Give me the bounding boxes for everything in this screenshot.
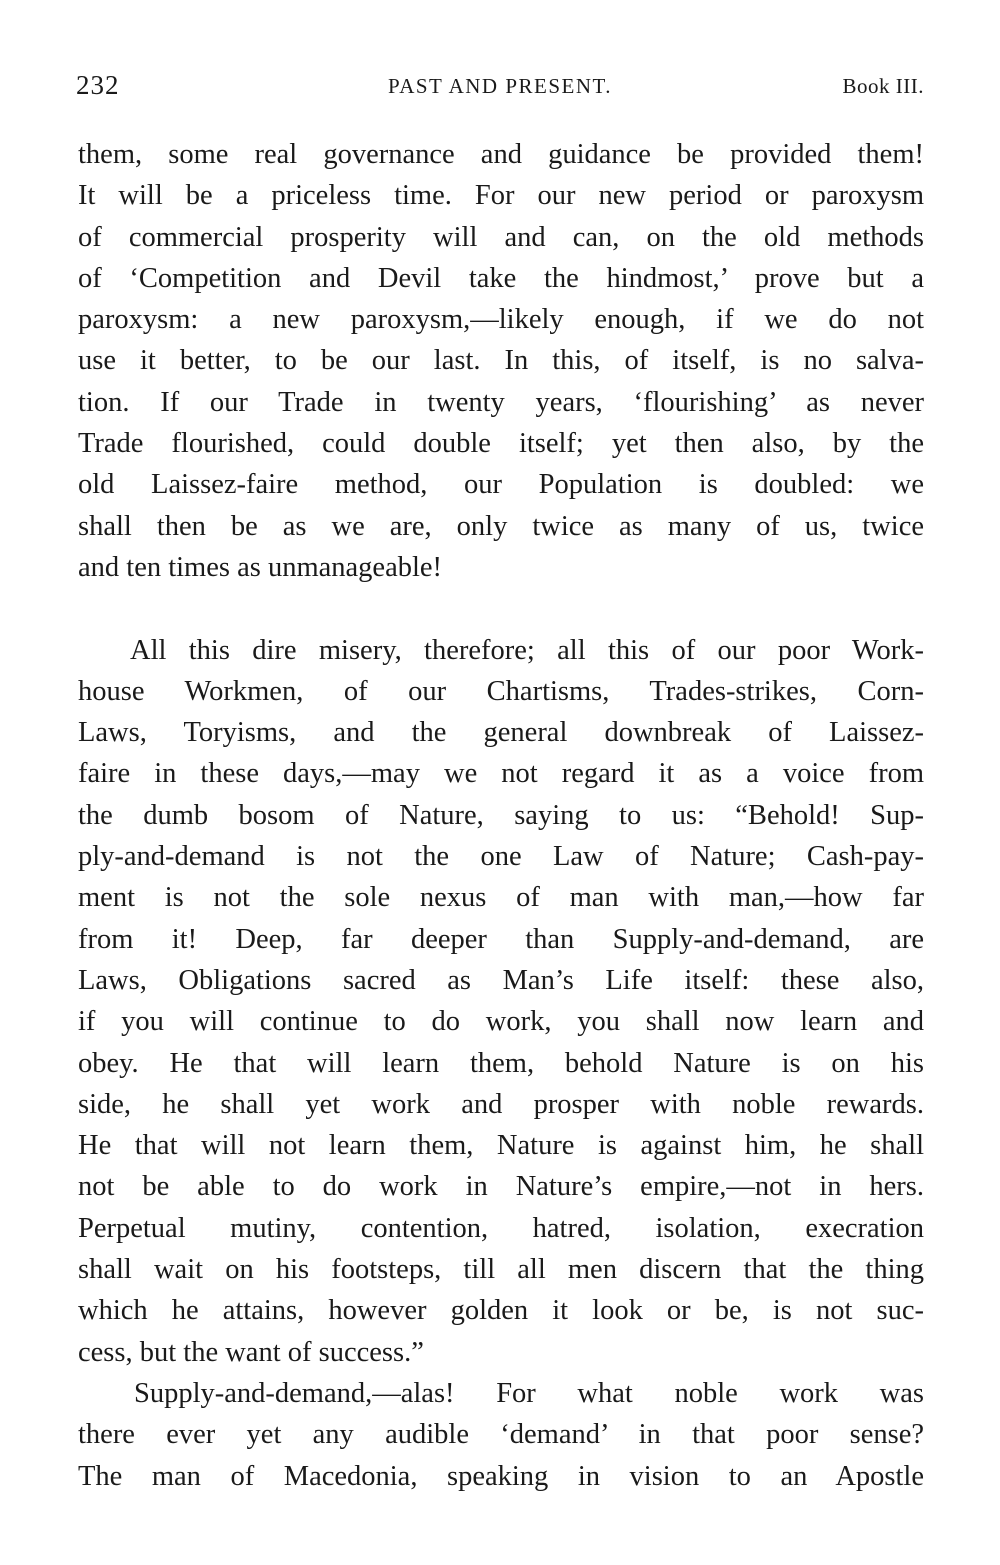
text-line: paroxysm: a new paroxysm,—likely enough, if we do not — [78, 304, 924, 336]
paragraph — [78, 1373, 924, 1497]
paragraph — [78, 134, 924, 588]
text-line: which he attains, however golden it look or be, is not suc- — [78, 1295, 924, 1327]
text-line: old Laissez-faire method, our Population is doubled: we — [78, 469, 924, 501]
text-line: ment is not the sole nexus of man with man,—how far — [78, 882, 924, 914]
text-line: of ‘Competition and Devil take the hindmost,’ prove but a — [78, 262, 924, 294]
paragraph-gap — [78, 588, 924, 629]
text-line: shall then be as we are, only twice as many of us, twice — [78, 510, 924, 542]
text-line: use it better, to be our last. In this, of itself, is no salva- — [78, 345, 924, 377]
page-number: 232 — [76, 70, 120, 100]
text-line: them, some real governance and guidance be provided them! — [78, 139, 924, 170]
text-line: Laws, Obligations sacred as Man’s Life itself: these also, — [78, 964, 924, 996]
text-line: cess, but the want of success.” — [78, 1336, 424, 1368]
text-line: He that will not learn them, Nature is against him, he shall — [78, 1130, 924, 1162]
running-title: PAST AND PRESENT. — [387, 74, 613, 98]
text-line: there ever yet any audible ‘demand’ in that poor sense? — [78, 1419, 924, 1451]
text-line: ply-and-demand is not the one Law of Nature; Cash-pay- — [78, 841, 924, 873]
text-line: It will be a priceless time. For our new period or paroxysm — [78, 180, 924, 212]
text-line: Trade flourished, could double itself; yet then also, by the — [78, 428, 924, 460]
text-line: tion. If our Trade in twenty years, ‘flourishing’ as never — [78, 386, 924, 418]
text-line: The man of Macedonia, speaking in vision to an Apostle — [78, 1460, 924, 1492]
text-line: Laws, Toryisms, and the general downbreak of Laissez- — [78, 717, 924, 749]
text-line: from it! Deep, far deeper than Supply-and-demand, are — [78, 923, 924, 955]
text-line: house Workmen, of our Chartisms, Trades-strikes, Corn- — [78, 675, 924, 707]
text-line: not be able to do work in Nature’s empire,—not in hers. — [78, 1171, 924, 1203]
text-line: shall wait on his footsteps, till all men discern that the thing — [78, 1254, 924, 1286]
paragraph — [78, 630, 924, 1373]
text-line: the dumb bosom of Nature, saying to us: “Behold! Sup- — [78, 799, 924, 831]
page-header — [76, 70, 924, 106]
text-line: if you will continue to do work, you shall now learn and — [78, 1006, 924, 1038]
text-line: faire in these days,—may we not regard it as a voice from — [78, 758, 924, 790]
text-line: of commercial prosperity will and can, on the old methods — [78, 221, 924, 253]
body-text — [78, 134, 924, 1497]
text-line: and ten times as unmanageable! — [78, 551, 443, 583]
text-line: side, he shall yet work and prosper with noble rewards. — [78, 1088, 924, 1120]
text-line: All this dire misery, therefore; all this of our poor Work- — [130, 634, 924, 666]
text-line: obey. He that will learn them, behold Nature is on his — [78, 1047, 924, 1079]
text-line: Supply-and-demand,—alas! For what noble work was — [134, 1377, 924, 1409]
text-line: Perpetual mutiny, contention, hatred, isolation, execration — [78, 1212, 924, 1244]
book-label: Book III. — [842, 74, 924, 98]
